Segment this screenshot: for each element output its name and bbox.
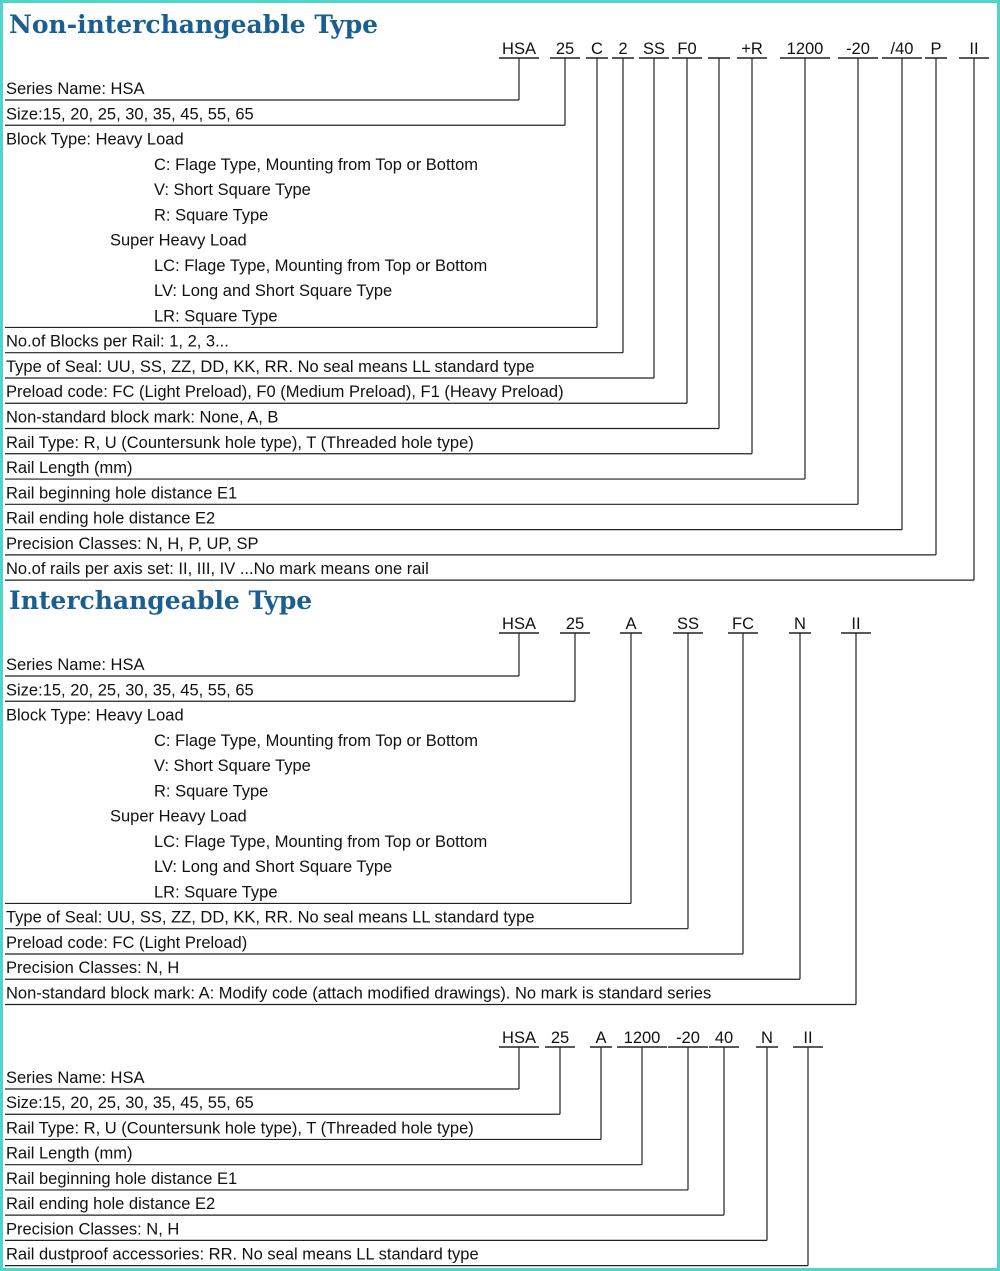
code-segment-label: C [591,40,603,58]
description-text: V: Short Square Type [154,181,311,200]
description-text: LC: Flage Type, Mounting from Top or Bottom [154,832,488,851]
description-text: LR: Square Type [154,307,278,326]
code-segment-label: SS [676,615,700,633]
description-text: R: Square Type [154,206,269,225]
description-text: R: Square Type [154,782,269,801]
code-segment-label: -20 [846,40,870,58]
description-text: Size:15, 20, 25, 30, 35, 45, 55, 65 [6,105,254,124]
description-text: Rail Length (mm) [6,1144,133,1163]
description-text: C: Flage Type, Mounting from Top or Bottom [154,155,479,174]
code-segment-label: II [969,40,979,58]
description-text: Super Heavy Load [110,231,247,250]
code-segment-label: HSA [502,40,536,58]
description-text: Size:15, 20, 25, 30, 35, 45, 55, 65 [6,681,254,700]
code-segment-label: A [625,615,637,633]
code-segment-label: 1200 [623,1029,661,1047]
code-segment-label: SS [642,40,666,58]
code-segment-label: HSA [502,615,536,633]
code-segment-label: 1200 [786,40,824,58]
description-text: LV: Long and Short Square Type [154,858,393,877]
code-segment-label: A [595,1029,607,1047]
code-segment-label: N [794,615,806,633]
description-text: Series Name: HSA [6,656,145,674]
description-text: LC: Flage Type, Mounting from Top or Bottom [154,256,488,275]
code-segment-label: HSA [502,1029,536,1047]
description-text: Rail ending hole distance E2 [6,1195,216,1214]
description-text: Precision Classes: N, H [6,1220,180,1239]
code-segment-label: 40 [714,1029,734,1047]
description-text: V: Short Square Type [154,757,311,776]
description-text: Non-standard block mark: A: Modify code (attach modified drawings). No mark is standard series [6,984,712,1003]
description-text: LR: Square Type [154,883,278,902]
code-segment-label: 25 [550,1029,570,1047]
code-segment-label: FC [732,615,754,633]
code-segment-label: 25 [565,615,585,633]
description-text: Series Name: HSA [6,80,145,98]
code-segment-label: -20 [676,1029,700,1047]
code-segment-label: F0 [677,40,697,58]
description-text: Rail Type: R, U (Countersunk hole type), T (Threaded hole type) [6,433,474,452]
description-text: LV: Long and Short Square Type [154,282,393,301]
description-text: C: Flage Type, Mounting from Top or Bottom [154,731,479,750]
description-text: No.of rails per axis set: II, III, IV ...No mark means one rail [6,560,429,579]
description-text: Size:15, 20, 25, 30, 35, 45, 55, 65 [6,1094,254,1113]
code-segment-label: II [851,615,861,633]
description-text: Preload code: FC (Light Preload) [6,933,248,952]
code-segment-label: /40 [890,40,914,58]
description-text: Preload code: FC (Light Preload), F0 (Medium Preload), F1 (Heavy Preload) [6,383,564,402]
description-text: Rail Length (mm) [6,459,133,478]
description-text: Block Type: Heavy Load [6,706,184,725]
code-segment-label: 25 [555,40,575,58]
description-text: Rail Type: R, U (Countersunk hole type), T (Threaded hole type) [6,1119,474,1138]
description-text: Rail dustproof accessories: RR. No seal means LL standard type [6,1245,479,1264]
ordering-code-diagram [3,3,997,1268]
description-text: Rail beginning hole distance E1 [6,484,238,503]
description-text: Non-standard block mark: None, A, B [6,408,279,427]
code-segment-label: +R [741,40,763,58]
description-text: Block Type: Heavy Load [6,130,184,149]
description-text: Type of Seal: UU, SS, ZZ, DD, KK, RR. No seal means LL standard type [6,357,535,376]
description-text: Rail ending hole distance E2 [6,509,216,528]
description-text: Precision Classes: N, H [6,959,180,978]
code-segment-label: P [930,40,942,58]
description-text: Precision Classes: N, H, P, UP, SP [6,534,259,553]
interchangeable-title: Interchangeable Type [9,586,313,615]
non-interchangeable-title: Non-interchangeable Type [9,10,379,39]
description-text: Super Heavy Load [110,807,247,826]
description-text: Type of Seal: UU, SS, ZZ, DD, KK, RR. No seal means LL standard type [6,908,535,927]
description-text: Series Name: HSA [6,1069,145,1087]
description-text: No.of Blocks per Rail: 1, 2, 3... [6,332,229,351]
description-text: Rail beginning hole distance E1 [6,1169,238,1188]
code-segment-label: II [803,1029,813,1047]
code-segment-label: N [761,1029,773,1047]
code-segment-label: 2 [618,40,628,58]
